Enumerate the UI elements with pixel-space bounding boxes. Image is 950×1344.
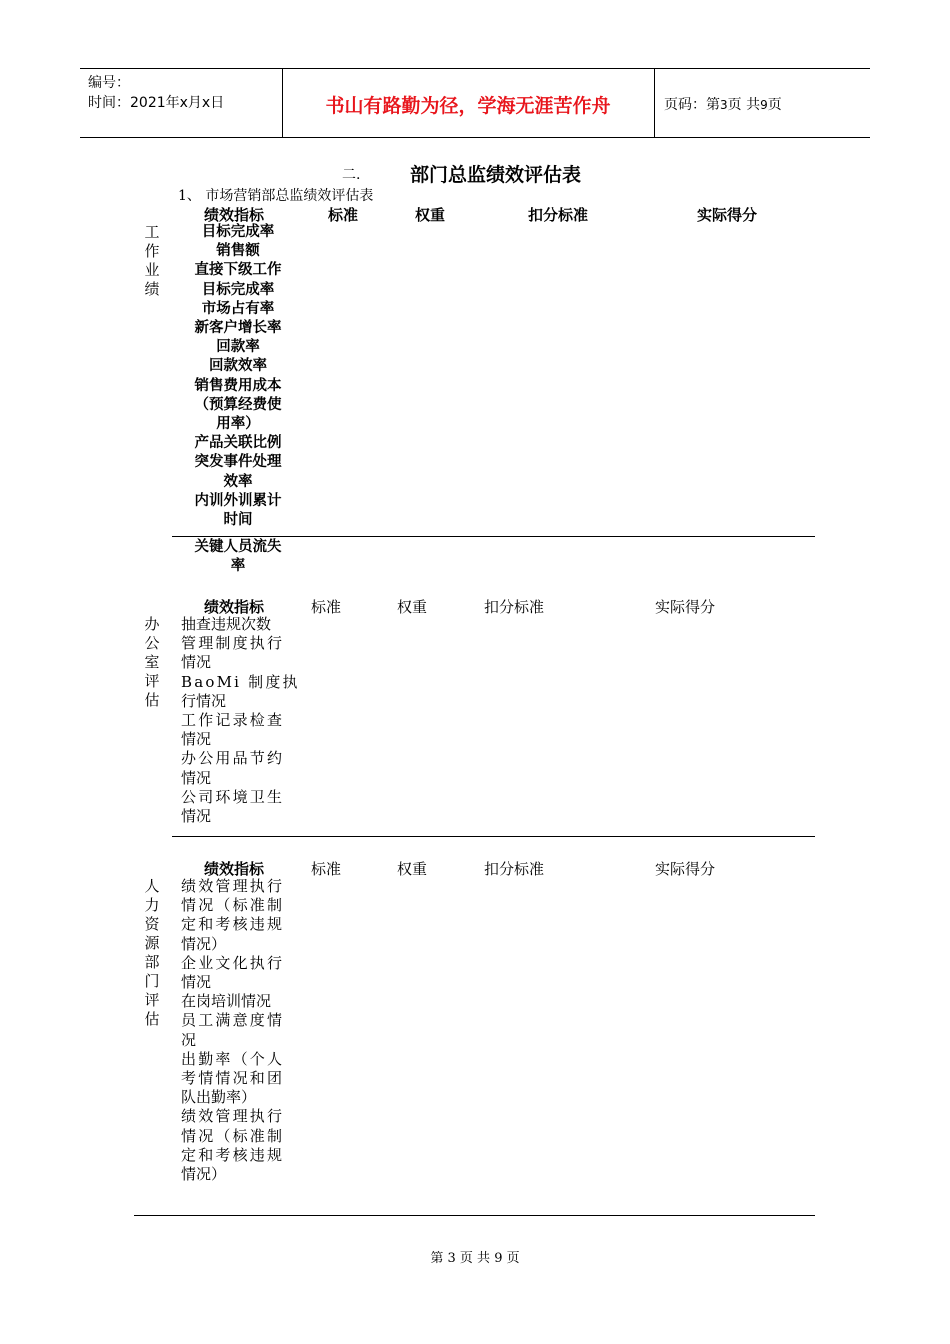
title-text: 部门总监绩效评估表 — [410, 164, 582, 186]
col-indicator: 绩效指标 — [204, 598, 265, 616]
indicator-list-work-extra — [176, 538, 300, 576]
list-item: 在岗培训情况 — [181, 992, 272, 1011]
list-item: 产品关联比例 — [194, 435, 282, 452]
list-item: 突发事件处理 — [194, 454, 282, 471]
list-item: 工作记录检查 — [181, 711, 285, 730]
col-deduction: 扣分标准 — [484, 860, 545, 878]
indicator-list-office — [181, 615, 300, 826]
page-suffix: 页 — [767, 97, 782, 113]
page-title — [0, 160, 950, 186]
list-item: 销售额 — [216, 243, 260, 260]
col-weight: 权重 — [415, 206, 446, 224]
list-item: 情况 — [181, 768, 212, 787]
list-item: 回款率 — [216, 339, 260, 356]
col-indicator: 绩效指标 — [204, 206, 265, 224]
col-deduction: 扣分标准 — [528, 206, 589, 224]
list-item: 情况 — [181, 973, 212, 992]
header-page-number — [664, 94, 782, 114]
list-item: 情况） — [181, 1165, 227, 1184]
col-weight: 权重 — [397, 860, 428, 878]
list-item: 目标完成率 — [201, 224, 275, 240]
list-item: 队出勤率） — [181, 1088, 257, 1107]
page-prefix: 页码：第 — [664, 97, 720, 113]
page-total: 9 — [760, 98, 768, 112]
section-subtitle: 1、 市场营销部总监绩效评估表 — [178, 188, 374, 204]
list-item: 内训外训累计 — [194, 492, 282, 509]
header-divider — [654, 69, 655, 137]
col-standard: 标准 — [311, 598, 342, 616]
list-item: 抽查违规次数 — [181, 615, 272, 633]
list-item: 销售费用成本 — [194, 377, 282, 394]
section-label-office: 办 公 室 评 估 — [144, 615, 160, 709]
page-header — [80, 68, 870, 138]
list-item: 情况 — [181, 653, 212, 672]
list-item: 关键人员流失 — [194, 539, 282, 555]
list-item: 率 — [230, 558, 246, 575]
divider — [172, 836, 815, 837]
list-item: 考情情况和团 — [181, 1069, 285, 1088]
header-motto: 书山有路勤为径，学海无涯苦作舟 — [325, 95, 611, 117]
list-item: 用率） — [216, 416, 260, 433]
list-item: 市场占有率 — [201, 300, 275, 317]
page-mid: 页 共 — [727, 97, 761, 113]
indicator-list-work — [176, 223, 300, 530]
serial-label: 编号： — [88, 75, 130, 91]
title-number: 二. — [342, 167, 361, 183]
list-item: 目标完成率 — [201, 281, 275, 298]
list-item: 员工满意度情 — [181, 1011, 285, 1030]
list-item: 直接下级工作 — [194, 262, 282, 279]
col-standard: 标准 — [311, 860, 342, 878]
list-item: 办公用品节约 — [181, 749, 285, 768]
list-item: 绩效管理执行 — [181, 1107, 285, 1126]
list-item: 情况） — [181, 934, 227, 953]
list-item: 管理制度执行 — [181, 634, 285, 653]
indicator-list-hr — [181, 877, 295, 1184]
col-weight: 权重 — [397, 598, 428, 616]
list-item: 新客户增长率 — [194, 320, 282, 337]
list-item: 情况（标准制 — [181, 1126, 285, 1145]
list-item: 行情况 — [181, 691, 227, 710]
col-deduction: 扣分标准 — [484, 598, 545, 616]
col-score: 实际得分 — [655, 860, 716, 878]
list-item: BaoMi 制度执 — [181, 672, 300, 691]
list-item: 绩效管理执行 — [181, 877, 285, 895]
section-label-hr: 人 力 资 源 部 门 评 估 — [144, 877, 160, 1028]
divider — [134, 1215, 815, 1216]
list-item: 定和考核违规 — [181, 1145, 285, 1164]
section-label-work-performance: 工 作 业 绩 — [144, 223, 160, 298]
list-item: 出勤率（个人 — [181, 1049, 285, 1068]
col-score: 实际得分 — [655, 598, 716, 616]
list-item: 效率 — [223, 473, 253, 490]
col-score: 实际得分 — [697, 206, 758, 224]
page-current: 3 — [720, 98, 728, 112]
list-item: 情况（标准制 — [181, 896, 285, 915]
col-standard: 标准 — [328, 206, 359, 224]
list-item: 定和考核违规 — [181, 915, 285, 934]
list-item: 情况 — [181, 807, 212, 826]
list-item: （预算经费使 — [194, 396, 282, 413]
list-item: 情况 — [181, 730, 212, 749]
list-item: 回款效率 — [209, 358, 267, 375]
list-item: 企业文化执行 — [181, 953, 285, 972]
divider — [172, 536, 815, 537]
time-label: 时间：2021年x月x日 — [88, 95, 225, 111]
header-meta — [88, 73, 224, 113]
list-item: 况 — [181, 1030, 197, 1049]
list-item: 公司环境卫生 — [181, 787, 285, 806]
col-indicator: 绩效指标 — [204, 860, 265, 878]
page-footer: 第 3 页 共 9 页 — [430, 1251, 520, 1266]
list-item: 时间 — [223, 512, 253, 529]
